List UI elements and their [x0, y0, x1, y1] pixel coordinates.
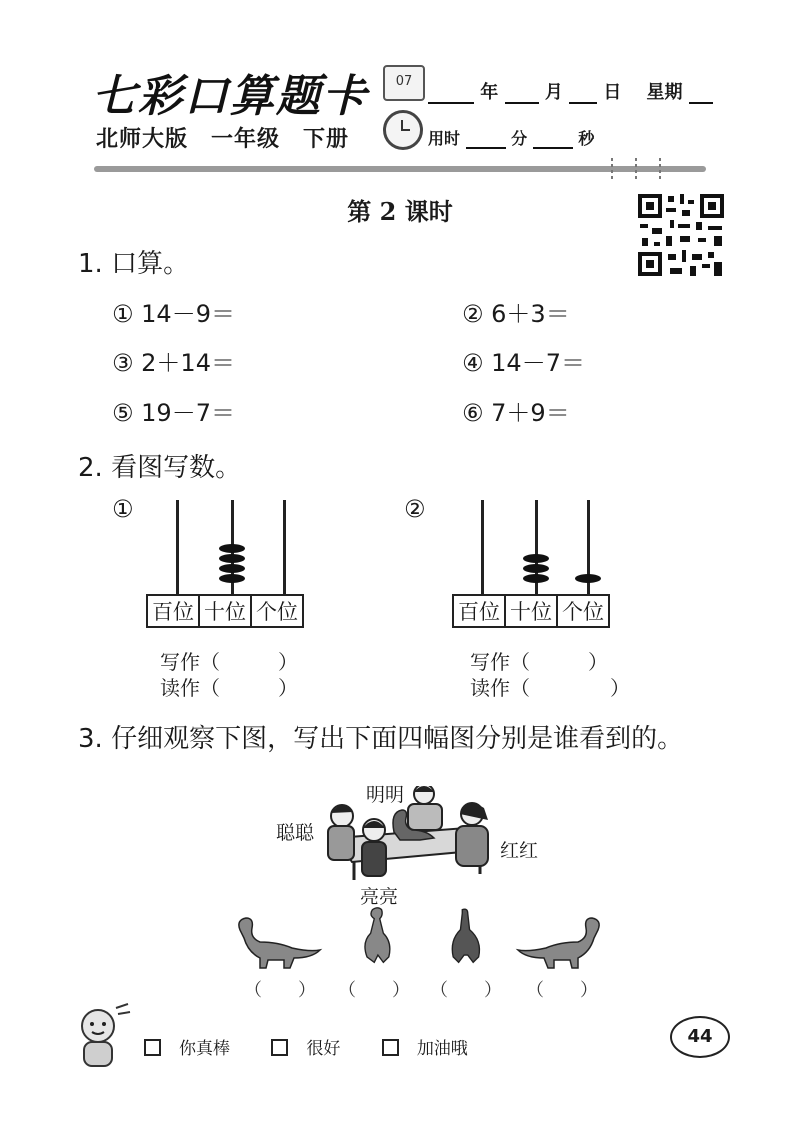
abacus-bead-ones [575, 574, 601, 583]
item-number: ③ [112, 349, 134, 377]
q1-item-5 [112, 393, 235, 428]
checkbox[interactable] [144, 1039, 161, 1056]
item-number: ⑥ [462, 399, 484, 427]
minute-unit: 分 [511, 129, 528, 148]
abacus-bead-tens [523, 564, 549, 573]
dinosaur-side-right-view [514, 912, 604, 972]
self-rating [144, 1034, 504, 1059]
place-tens: 十位 [505, 595, 557, 627]
expression: 14－7＝ [491, 349, 585, 377]
answer-blank-4[interactable]: （ ） [526, 980, 598, 1001]
calendar-day: 07 [395, 74, 413, 89]
seconds-blank[interactable] [533, 147, 573, 149]
rating-label: 加油哦 [416, 1039, 468, 1059]
checkbox[interactable] [382, 1039, 399, 1056]
name-left: 聪聪 [276, 822, 315, 844]
dinosaur-front-view [332, 906, 422, 966]
dinosaur-back-view [420, 906, 510, 966]
name-right: 红红 [500, 840, 539, 862]
checkbox[interactable] [271, 1039, 288, 1056]
place-ones: 个位 [557, 595, 609, 627]
brand-title: 七彩口算题卡 [92, 71, 368, 122]
q1-item-1 [112, 294, 235, 329]
page-number: 44 [670, 1016, 730, 1058]
item-number: ⑤ [112, 399, 134, 427]
rating-option[interactable] [382, 1039, 486, 1059]
day-label: 日 [603, 82, 622, 103]
item-number: ② [462, 300, 484, 328]
answer-blank-1[interactable]: （ ） [244, 980, 316, 1001]
place-tens: 十位 [199, 595, 251, 627]
dinosaur-side-left-view [234, 912, 324, 972]
expression: 14－9＝ [141, 300, 235, 328]
date-line [428, 78, 713, 104]
mascot-illustration [70, 1000, 134, 1070]
abacus-bead-tens [523, 574, 549, 583]
month-blank[interactable] [505, 102, 539, 104]
abacus-1-write-row [160, 646, 298, 675]
year-blank[interactable] [428, 102, 474, 104]
rating-label: 你真棒 [179, 1039, 230, 1059]
year-label: 年 [480, 82, 499, 103]
rating-label: 很好 [306, 1039, 341, 1059]
divider-ornament [606, 156, 670, 182]
item-number: ④ [462, 349, 484, 377]
expression: 2＋14＝ [141, 349, 235, 377]
abacus-2-number: ② [404, 495, 426, 523]
abacus-bead-tens [219, 564, 245, 573]
minutes-blank[interactable] [466, 147, 506, 149]
abacus-bead-tens [219, 544, 245, 553]
abacus-2-read-row [470, 672, 630, 701]
paren-close: ） [610, 676, 630, 700]
answer-blank-3[interactable]: （ ） [430, 980, 502, 1001]
q1-item-4 [462, 343, 585, 378]
paren-close: ） [278, 676, 298, 700]
weekday-blank[interactable] [689, 102, 713, 104]
abacus-1-read-row [160, 672, 298, 701]
name-bottom: 亮亮 [360, 886, 399, 908]
place-value-table [452, 594, 610, 628]
q1-item-2 [462, 294, 570, 329]
q3-title: 3. 仔细观察下图，写出下面四幅图分别是谁看到的。 [78, 724, 684, 754]
hundreds-rod [481, 500, 484, 596]
second-unit: 秒 [578, 129, 595, 148]
write-label: 写作（ [470, 650, 530, 674]
q1-item-6 [462, 393, 570, 428]
read-label: 读作（ [160, 676, 220, 700]
day-blank[interactable] [569, 102, 597, 104]
read-label: 读作（ [470, 676, 530, 700]
item-number: ① [112, 300, 134, 328]
rating-option[interactable] [271, 1039, 358, 1059]
time-used-line [428, 126, 594, 149]
q1-item-3 [112, 343, 235, 378]
abacus-1-number: ① [112, 495, 134, 523]
expression: 6＋3＝ [491, 300, 570, 328]
abacus-bead-tens [219, 574, 245, 583]
paren-close: ） [278, 650, 298, 674]
ones-rod [283, 500, 286, 596]
place-hundreds: 百位 [453, 595, 505, 627]
qr-code[interactable] [636, 192, 726, 278]
edition-label: 北师大版 一年级 下册 [96, 127, 350, 152]
clock-icon [383, 110, 423, 150]
q2-title: 2. 看图写数。 [78, 453, 242, 483]
place-ones: 个位 [251, 595, 303, 627]
write-label: 写作（ [160, 650, 220, 674]
abacus-bead-tens [523, 554, 549, 563]
expression: 7＋9＝ [491, 399, 570, 427]
weekday-label: 星期 [646, 82, 683, 103]
lesson-title: 第 2 课时 [347, 197, 453, 226]
calendar-icon [383, 65, 425, 101]
abacus-bead-tens [219, 554, 245, 563]
abacus-2-write-row [470, 646, 608, 675]
name-top: 明明 [366, 784, 405, 806]
expression: 19－7＝ [141, 399, 235, 427]
time-used-label: 用时 [428, 129, 461, 148]
place-hundreds: 百位 [147, 595, 199, 627]
q1-title: 1. 口算。 [78, 249, 190, 279]
hundreds-rod [176, 500, 179, 596]
place-value-table [146, 594, 304, 628]
paren-close: ） [588, 650, 608, 674]
month-label: 月 [544, 82, 563, 103]
rating-option[interactable] [144, 1039, 248, 1059]
children-table-illustration [316, 786, 496, 882]
answer-blank-2[interactable]: （ ） [338, 980, 410, 1001]
